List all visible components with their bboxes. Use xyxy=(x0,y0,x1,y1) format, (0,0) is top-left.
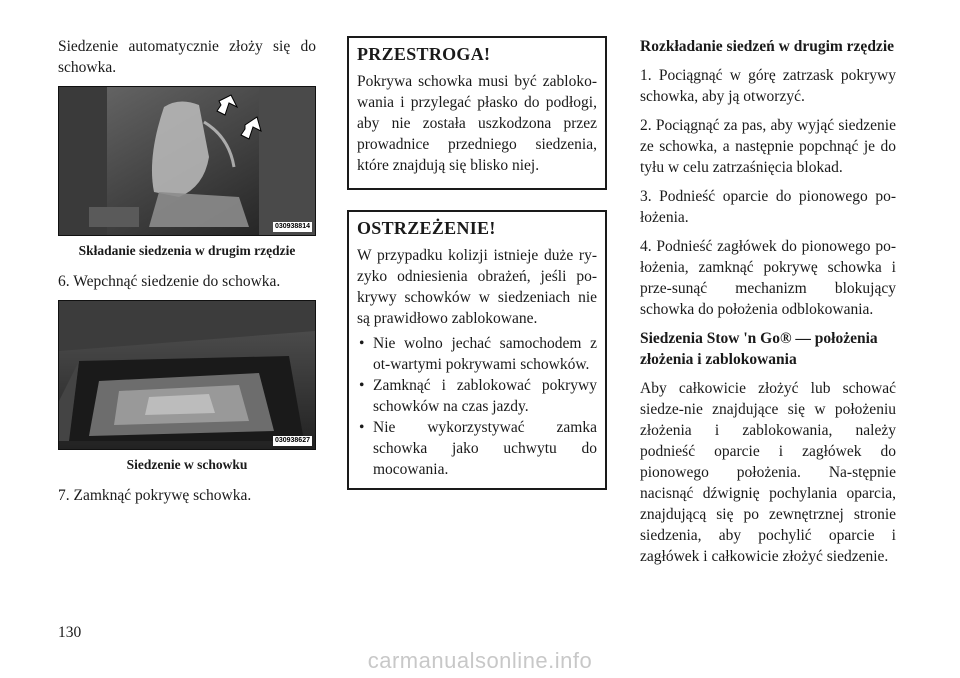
caution-title: PRZESTROGA! xyxy=(357,44,491,64)
caution-text: Pokrywa schowka musi być zabloko-wania i przylegać płasko do podłogi, aby nie została uszkodzona przez prowadnice przedniego siedzenia, które znajdują się blisko niej. xyxy=(357,73,597,174)
step-6: 6. Wepchnąć siedzenie do schowka. xyxy=(58,273,281,290)
section-heading-stow-n-go: Siedzenia Stow 'n Go® — położenia złożenia i zablokowania xyxy=(640,330,878,368)
warning-bullet: • Nie wykorzystywać zamka schowka jako uchwytu do mocowania. xyxy=(357,417,597,480)
caution-box xyxy=(347,36,607,190)
figure-caption: Siedzenie w schowku xyxy=(126,457,248,472)
warning-bullet: • Nie wolno jechać samochodem z ot-wartymi pokrywami schowków. xyxy=(357,333,597,375)
intro-text: Siedzenie automatycznie złoży się do schowka. xyxy=(58,38,316,76)
figure-caption: Składanie siedzenia w drugim rzędzie xyxy=(78,243,296,258)
left-column xyxy=(58,36,316,514)
right-column xyxy=(640,36,896,575)
watermark: carmanualsonline.info xyxy=(367,648,593,673)
figure-code: 030938814 xyxy=(274,223,310,230)
unfold-step-3: 3. Podnieść oparcie do pionowego po-łożenia. xyxy=(640,188,896,226)
warning-title: OSTRZEŻENIE! xyxy=(357,218,496,238)
seat-in-bin-photo xyxy=(58,300,316,450)
seat-in-bin-illustration xyxy=(59,301,315,449)
section-heading-unfold: Rozkładanie siedzeń w drugim rzędzie xyxy=(640,38,895,55)
warning-list xyxy=(357,333,597,480)
seat-folding-photo xyxy=(58,86,316,236)
step-7: 7. Zamknąć pokrywę schowka. xyxy=(58,487,252,504)
figure-code: 030938627 xyxy=(274,437,310,444)
middle-column xyxy=(347,36,607,510)
unfold-step-2: 2. Pociągnąć za pas, aby wyjąć siedzenie ze schowka, a następnie popchnąć je do tyłu w celu zatrzaśnięcia blokad. xyxy=(640,117,896,176)
page-number: 130 xyxy=(58,624,82,641)
warning-bullet: • Zamknąć i zablokować pokrywy schowków na czas jazdy. xyxy=(357,375,597,417)
unfold-step-1: 1. Pociągnąć w górę zatrzask pokrywy schowka, aby ją otworzyć. xyxy=(640,67,896,105)
unfold-step-4: 4. Podnieść zagłówek do pionowego po-łożenia, zamknąć pokrywę schowka i prze-sunąć mechanizm blokujący schowka do położenia odblokowania. xyxy=(640,238,896,318)
warning-text: W przypadku kolizji istnieje duże ry-zyko odniesienia obrażeń, jeśli po-krywy schowków w siedzeniach nie są prawidłowo zablokowane. xyxy=(357,247,597,327)
seat-folding-illustration xyxy=(59,87,315,235)
stow-n-go-body: Aby całkowicie złożyć lub schować siedze-nie znajdujące się w położeniu złożenia i zablokowania, należy podnieść oparcie i zagłówek do pionowego położenia. Na-stępnie nacisnąć dźwignię pochylania oparcia, znajdującą się po zewnętrznej stronie siedzenia, aby pochylić oparcie i zagłówek i całkowicie złożyć siedzenie. xyxy=(640,380,896,565)
warning-box xyxy=(347,210,607,490)
